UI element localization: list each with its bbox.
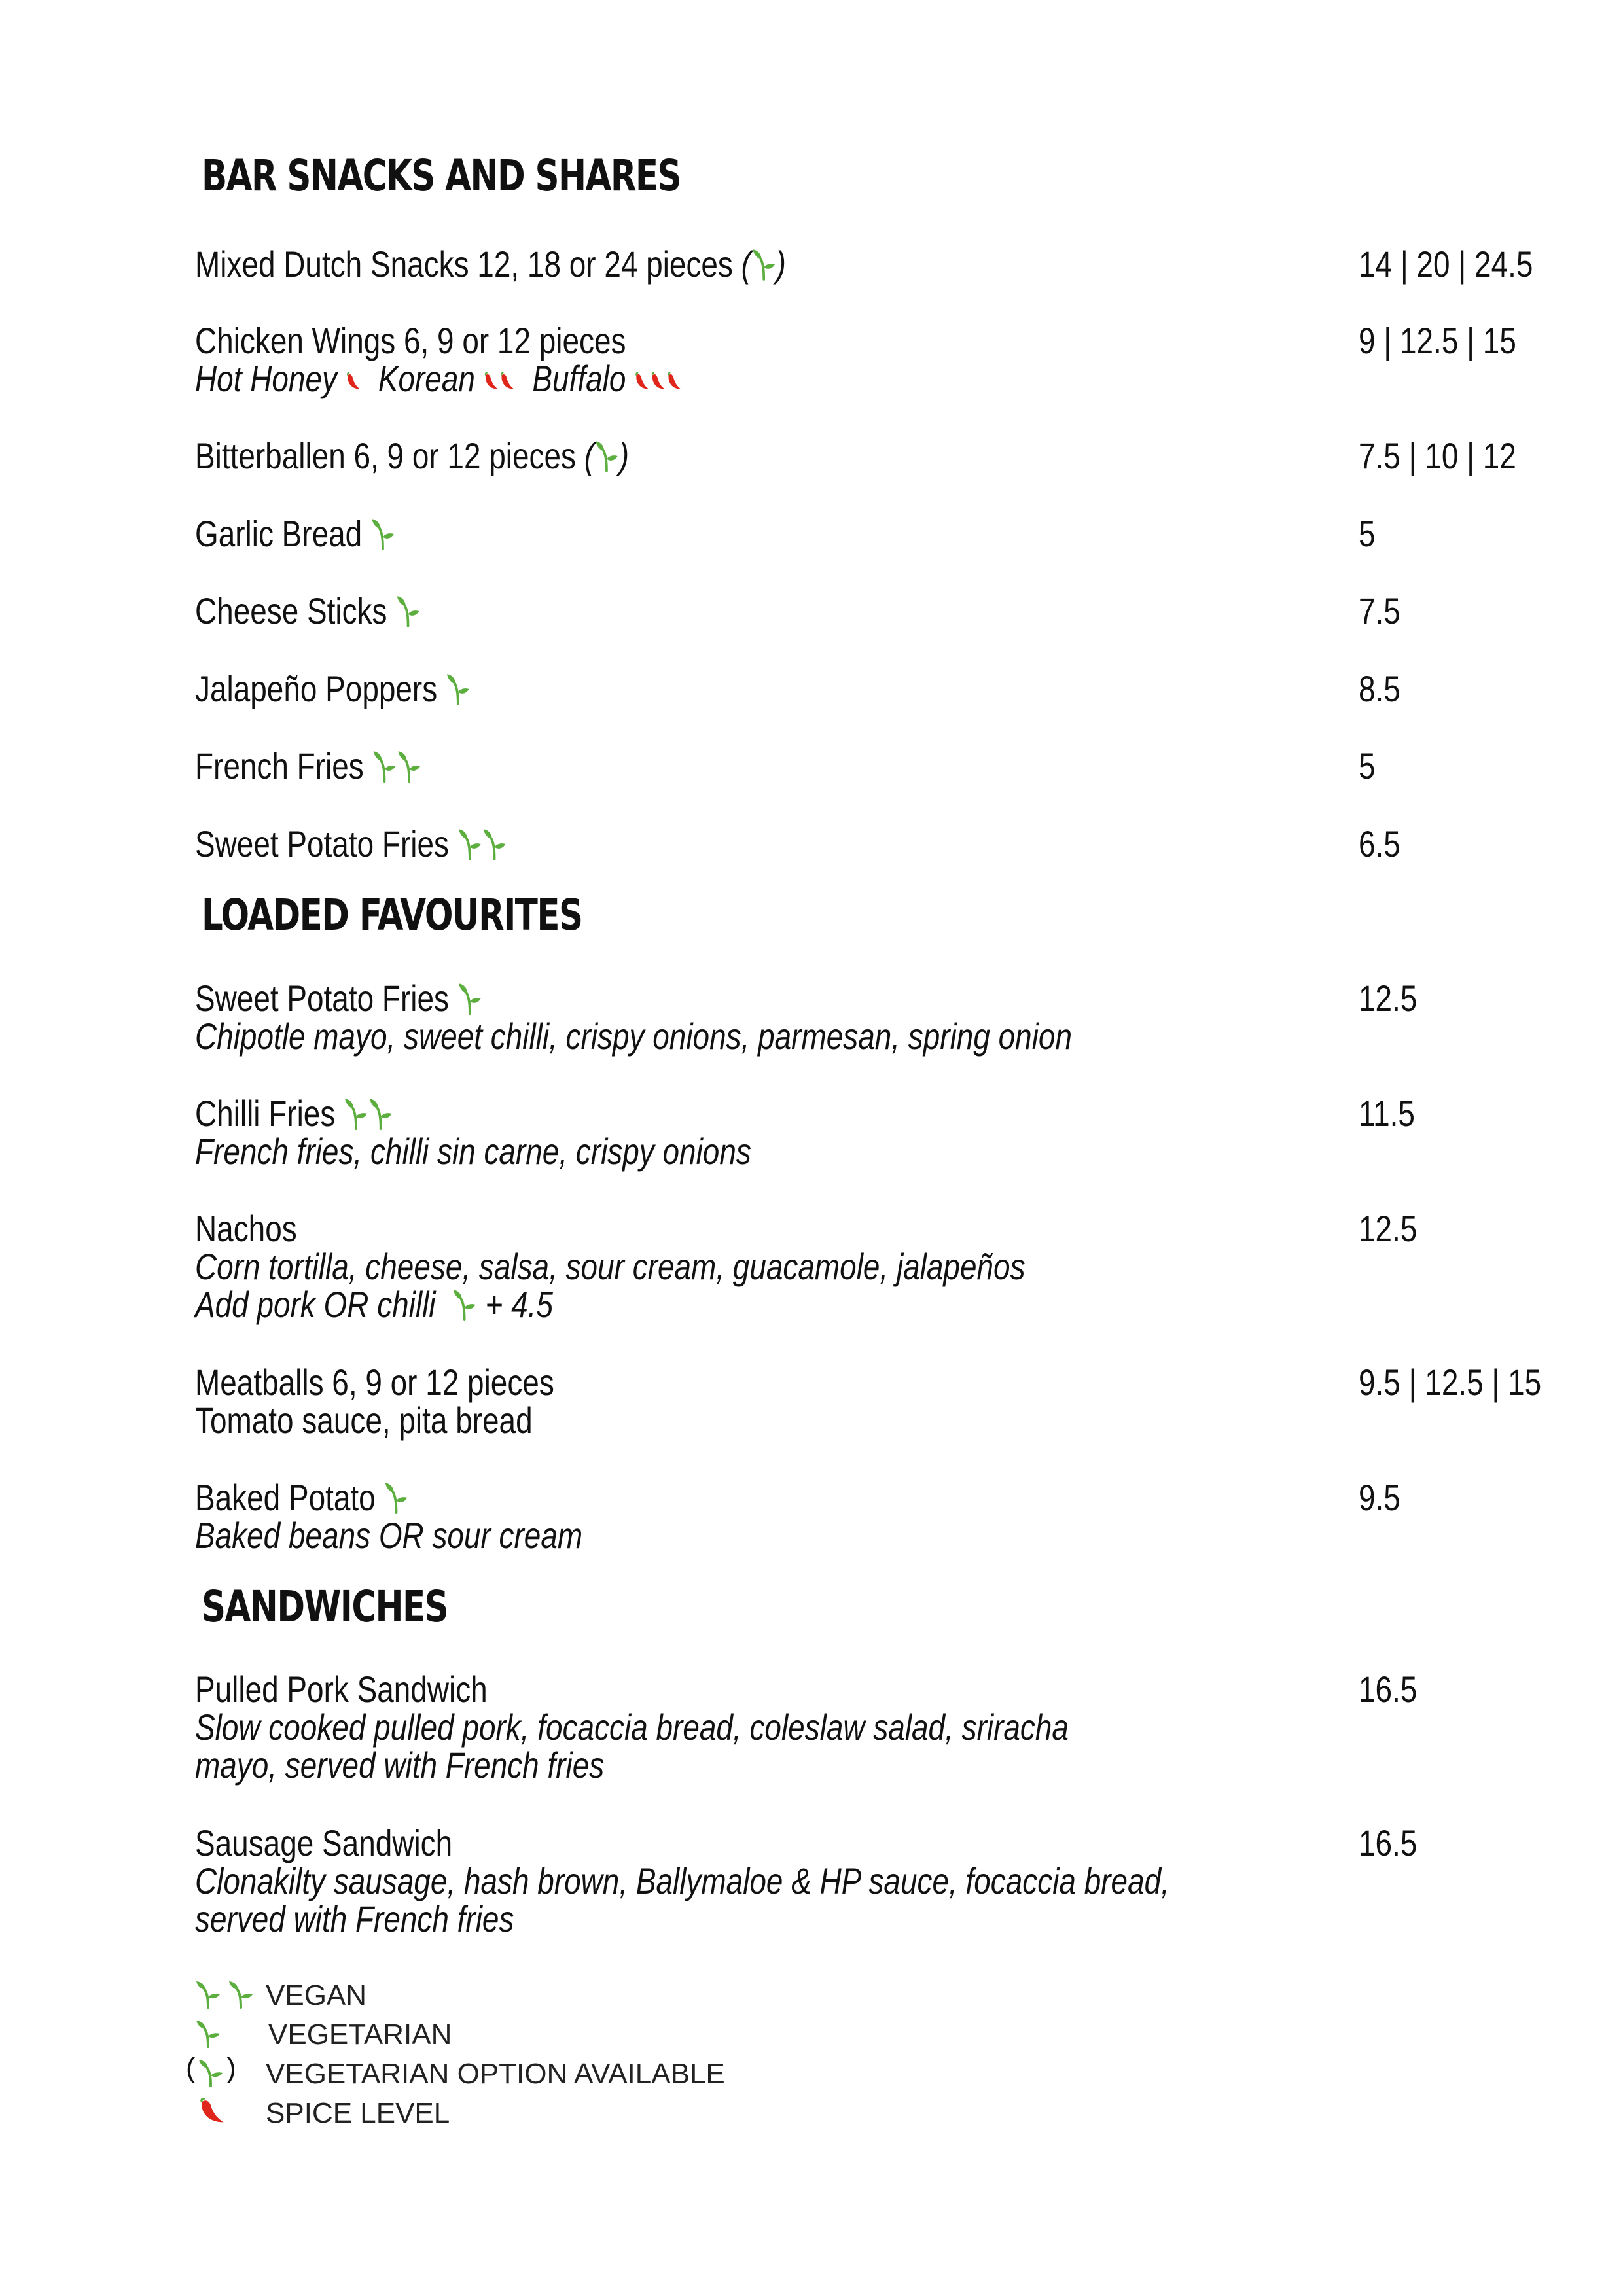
item-price: 14 | 20 | 24.5 bbox=[1359, 243, 1533, 285]
menu-item-pulled-pork bbox=[195, 1670, 1373, 1784]
vegetarian-icon bbox=[383, 1481, 408, 1514]
menu-item-jalapeno-poppers bbox=[195, 670, 1373, 708]
item-description: Chipotle mayo, sweet chilli, crispy onions, parmesan, spring onion bbox=[195, 1016, 1072, 1057]
flavour-korean: Korean bbox=[378, 358, 475, 399]
item-name: Nachos bbox=[195, 1208, 297, 1249]
item-price: 16.5 bbox=[1359, 1669, 1418, 1710]
section-title-bar-snacks: BAR SNACKS AND SHARES bbox=[202, 150, 681, 201]
item-name: Garlic Bread bbox=[195, 513, 363, 554]
chilli-icon bbox=[198, 2098, 276, 2129]
item-description: mayo, served with French fries bbox=[195, 1744, 605, 1786]
item-description: Corn tortilla, cheese, salsa, sour cream, guacamole, jalapeños bbox=[195, 1246, 1026, 1287]
item-name: Mixed Dutch Snacks 12, 18 or 24 pieces bbox=[195, 243, 733, 285]
item-price: 5 bbox=[1359, 513, 1376, 554]
item-description: Tomato sauce, pita bread bbox=[195, 1400, 533, 1441]
item-price: 12.5 bbox=[1359, 1208, 1418, 1249]
item-name: Sweet Potato Fries bbox=[195, 978, 449, 1019]
item-price: 11.5 bbox=[1359, 1093, 1415, 1134]
item-price: 6.5 bbox=[1359, 823, 1400, 864]
section-title-loaded-favourites: LOADED FAVOURITES bbox=[202, 890, 582, 940]
chilli-icon bbox=[346, 369, 362, 395]
item-description: French fries, chilli sin carne, crispy onions bbox=[195, 1131, 751, 1172]
menu-item-bitterballen: Bitterballen 6, 9 or 12 pieces ( ) bbox=[195, 435, 630, 476]
vegetarian-icon bbox=[457, 982, 482, 1015]
item-name: Chilli Fries bbox=[195, 1093, 336, 1134]
menu-item-meatballs bbox=[195, 1364, 1373, 1439]
item-price: 9.5 | 12.5 | 15 bbox=[1359, 1362, 1542, 1403]
item-name: Sweet Potato Fries bbox=[195, 823, 449, 864]
menu-item-garlic-bread bbox=[195, 515, 1373, 553]
vegetarian-option-icon bbox=[594, 440, 619, 472]
chilli-icon bbox=[651, 369, 667, 395]
item-price: 16.5 bbox=[1359, 1822, 1418, 1863]
vegetarian-icon bbox=[370, 518, 395, 550]
item-price: 9.5 bbox=[1359, 1477, 1400, 1518]
vegan-icon bbox=[344, 1093, 393, 1134]
item-description: served with French fries bbox=[195, 1898, 514, 1939]
item-price: 5 bbox=[1359, 745, 1376, 786]
vegetarian-icon bbox=[395, 595, 420, 627]
section-title-sandwiches: SANDWICHES bbox=[202, 1581, 448, 1632]
item-name: Sausage Sandwich bbox=[195, 1822, 453, 1863]
item-name: Baked Potato bbox=[195, 1477, 376, 1518]
item-price: 7.5 bbox=[1359, 590, 1400, 631]
item-price: 9 | 12.5 | 15 bbox=[1359, 320, 1516, 361]
item-description: Clonakilty sausage, hash brown, Ballymaloe & HP sauce, focaccia bread, bbox=[195, 1860, 1169, 1901]
item-addon: Add pork OR chilli + 4.5 bbox=[195, 1284, 553, 1325]
item-name: Meatballs 6, 9 or 12 pieces bbox=[195, 1362, 554, 1403]
chilli-icon bbox=[666, 369, 683, 395]
vegan-icon bbox=[457, 823, 507, 864]
flavour-buffalo: Buffalo bbox=[532, 358, 626, 399]
menu-item-nachos bbox=[195, 1210, 1373, 1324]
chilli-icon bbox=[484, 369, 500, 395]
chilli-icon bbox=[499, 369, 516, 395]
menu-item-sweet-potato-fries bbox=[195, 825, 1373, 863]
item-price: 12.5 bbox=[1359, 978, 1418, 1019]
chilli-icon bbox=[634, 369, 651, 395]
item-description: Baked beans OR sour cream bbox=[195, 1515, 583, 1556]
vegetarian-icon bbox=[195, 2019, 274, 2051]
item-description: Slow cooked pulled pork, focaccia bread, coleslaw salad, sriracha bbox=[195, 1706, 1069, 1748]
menu-item-loaded-sweet-potato-fries bbox=[195, 980, 1373, 1055]
menu-item-french-fries bbox=[195, 747, 1373, 785]
menu-item-cheese-sticks bbox=[195, 592, 1373, 630]
item-name: Cheese Sticks bbox=[195, 590, 387, 631]
item-price: 7.5 | 10 | 12 bbox=[1359, 435, 1516, 476]
item-name: Chicken Wings 6, 9 or 12 pieces bbox=[195, 320, 626, 361]
item-name: Bitterballen 6, 9 or 12 pieces bbox=[195, 435, 577, 476]
item-name: Pulled Pork Sandwich bbox=[195, 1669, 488, 1710]
vegetarian-icon bbox=[452, 1288, 477, 1321]
menu-item-sausage-sandwich bbox=[195, 1824, 1373, 1938]
flavour-hot-honey: Hot Honey bbox=[195, 358, 337, 399]
item-price: 8.5 bbox=[1359, 668, 1400, 709]
vegetarian-option-icon: ( ) bbox=[190, 2058, 268, 2090]
vegetarian-icon bbox=[446, 673, 471, 705]
item-name: Jalapeño Poppers bbox=[195, 668, 438, 709]
menu-item-chicken-wings bbox=[195, 322, 1373, 398]
menu-page: BAR SNACKS AND SHARES Mixed Dutch Snacks 12, 18 or 24 pieces ( ) 14 | 20 | 24.5 Chicken Wings 6, 9 or 12 pieces Hot Honey Korean Buffalo 9 | 12.5 | 15 Bitterballen 6, 9 or 12 pieces ( ) 7.5 | 10 | 12 Garlic Bread 5 Cheese Sticks 7.5 Jalapeño Poppers 8.5 French Fries 5 Sweet Potato Fries 6.5 LOADED FAVOURITES Sweet Potato Fries Chipotle mayo, sweet chilli, crispy onions, parmesan, spring onion 12.5 Chilli Fries French fries, chilli sin carne, crispy onions 11.5 Nachos Corn tortilla, cheese, salsa, sour cream, guacamole, jalapeños Add pork OR chilli + 4.5 12.5 Meatballs 6, 9 or 12 pieces Tomato sauce, pita bread 9.5 | 12.5 | 15 Baked Potato Baked beans OR sour cream 9.5 SANDWICHES Pulled Pork Sandwich Slow cooked pulled pork, focaccia bread, coleslaw salad, sriracha mayo, served with French fries 16.5 Sausage Sandwich Clonakilty sausage, hash brown, Ballymaloe & HP sauce, focaccia bread, served with French fries 16.5 VEGAN VEGETARIAN ( ) VEGETARIAN OPTION AVAILABLE SPICE LEVEL bbox=[186, 150, 1542, 2129]
menu-item-mixed-dutch: Mixed Dutch Snacks 12, 18 or 24 pieces ( ) bbox=[195, 243, 786, 285]
vegan-icon bbox=[372, 745, 421, 786]
vegetarian-option-icon bbox=[751, 248, 776, 281]
menu-item-chilli-fries bbox=[195, 1095, 1373, 1171]
wing-flavours bbox=[195, 360, 1161, 398]
menu-item-baked-potato bbox=[195, 1479, 1373, 1555]
vegan-icon bbox=[195, 1980, 274, 2011]
item-name: French Fries bbox=[195, 745, 364, 786]
